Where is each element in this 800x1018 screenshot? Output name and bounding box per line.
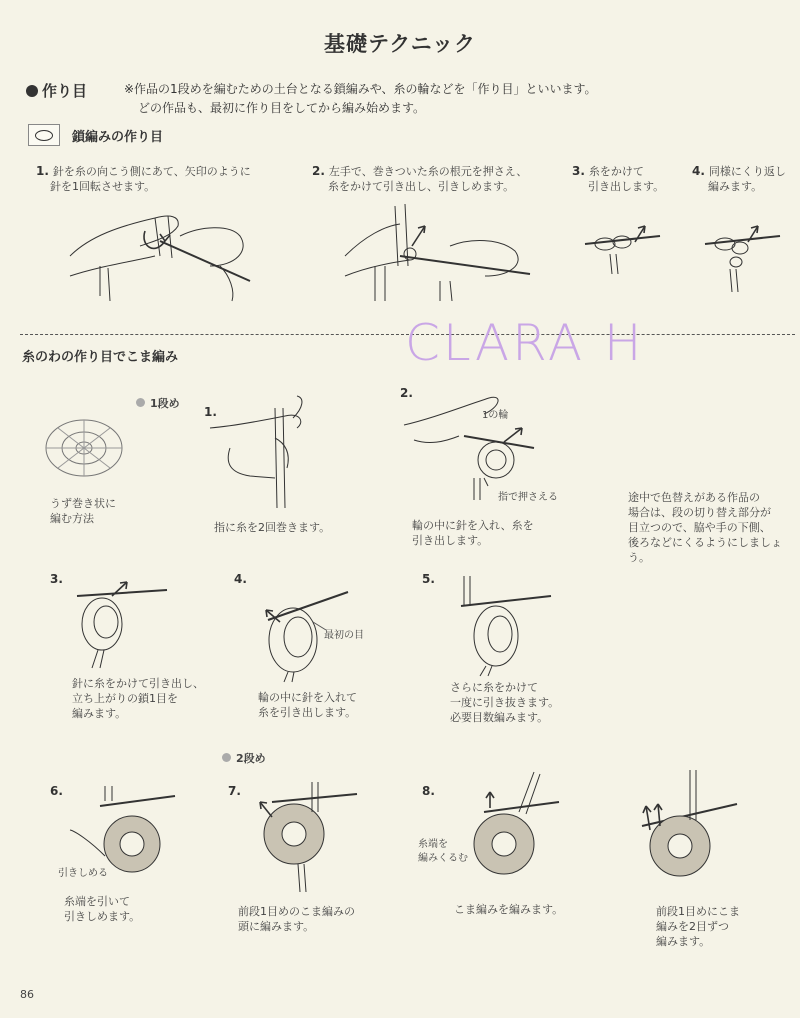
ring-step-5-number: 5. [422, 572, 435, 586]
ring-step-7-caption: 前段1目めのこま編みの 頭に編みます。 [238, 905, 355, 933]
ring-step-1-caption: 指に糸を2回巻きます。 [214, 521, 331, 534]
diagram-caption: うず巻き状に 編む方法 [50, 497, 116, 525]
ring-step-8-caption: こま編みを編みます。 [454, 903, 564, 916]
chain-up-illustration [72, 578, 172, 668]
label-first-stitch: 最初の目 [324, 630, 364, 641]
ring-step-4-caption: 輪の中に針を入れて 糸を引き出します。 [258, 691, 357, 719]
subheading-chain-cast-on: 鎖編みの作り目 [28, 124, 163, 146]
hands-pull-through-illustration [340, 196, 540, 306]
pull-loop-illustration [404, 390, 544, 500]
label-ring-1: 1の輪 [482, 410, 509, 421]
label-wrap-yarn-end: 糸端を 編みくるむ [418, 839, 468, 864]
finger-wrap-illustration [205, 398, 315, 508]
ring-step-8-number: 8. [422, 784, 435, 798]
round-2-label: 2段め [222, 750, 266, 766]
chain-stitch-symbol-icon [28, 124, 60, 146]
single-crochet-round-2-illustration [464, 772, 564, 882]
ring-step-9-caption: 前段1目めにこま 編みを2目ずつ 編みます。 [656, 905, 740, 948]
chain-yarn-over-illustration [580, 214, 670, 274]
tighten-ring-illustration [70, 786, 180, 876]
chain-step-2: 2. 左手で、巻きついた糸の根元を押さえ、 糸をかけて引き出し、引きしめます。 [312, 164, 528, 193]
ring-step-1-number: 1. [204, 405, 217, 419]
section-heading-cast-on: 作り目 [26, 80, 87, 101]
slip-stitch-join-illustration [252, 772, 362, 892]
intro-note: ※作品の1段めを編むための土台となる鎖編みや、糸の輪などを「作り目」といいます。 どの作品も、最初に作り目をしてから編み始めます。 [124, 82, 597, 115]
ring-step-4-number: 4. [234, 572, 247, 586]
hands-hook-rotate-illustration [60, 196, 260, 306]
page-number: 86 [20, 988, 34, 1001]
ring-step-2-number: 2. [400, 386, 413, 400]
increase-stitches-illustration [632, 770, 742, 880]
chain-step-4: 4. 同様にくり返し 編みます。 [692, 164, 786, 193]
chain-step-3: 3. 糸をかけて 引き出します。 [572, 164, 665, 193]
chain-step-1: 1. 針を糸の向こう側にあて、矢印のように 針を1回転させます。 [36, 164, 251, 193]
page-title: 基礎テクニック [324, 32, 476, 56]
gray-dot-icon [136, 398, 145, 407]
ring-step-3-caption: 針に糸をかけて引き出し、 立ち上がりの鎖1目を 編みます。 [72, 677, 204, 720]
ring-step-7-number: 7. [228, 784, 241, 798]
ring-step-2-caption: 輪の中に針を入れ、糸を 引き出します。 [412, 519, 534, 547]
pull-through-two-loops-illustration [456, 576, 556, 676]
spiral-stitch-diagram [44, 418, 124, 478]
section-heading-magic-ring: 糸のわの作り目でこま編み [22, 350, 179, 365]
watermark: CLARA H [405, 314, 645, 372]
label-tighten: 引きしめる [58, 868, 108, 879]
gray-dot-icon [222, 753, 231, 762]
ring-step-6-caption: 糸端を引いて 引きしめます。 [64, 895, 141, 923]
color-change-note: 途中で色替えがある作品の 場合は、段の切り替え部分が 目立つので、脇や手の下側、 後ろなどにくるようにしましょう。 [628, 491, 782, 564]
ring-step-6-number: 6. [50, 784, 63, 798]
ring-step-3-number: 3. [50, 572, 63, 586]
chain-repeat-illustration [700, 214, 790, 294]
round-1-label: 1段め [136, 395, 180, 411]
ring-step-5-caption: さらに糸をかけて 一度に引き抜きます。 必要目数編みます。 [450, 681, 560, 724]
bullet-icon [26, 85, 38, 97]
label-press-with-finger: 指で押さえる [498, 492, 558, 503]
